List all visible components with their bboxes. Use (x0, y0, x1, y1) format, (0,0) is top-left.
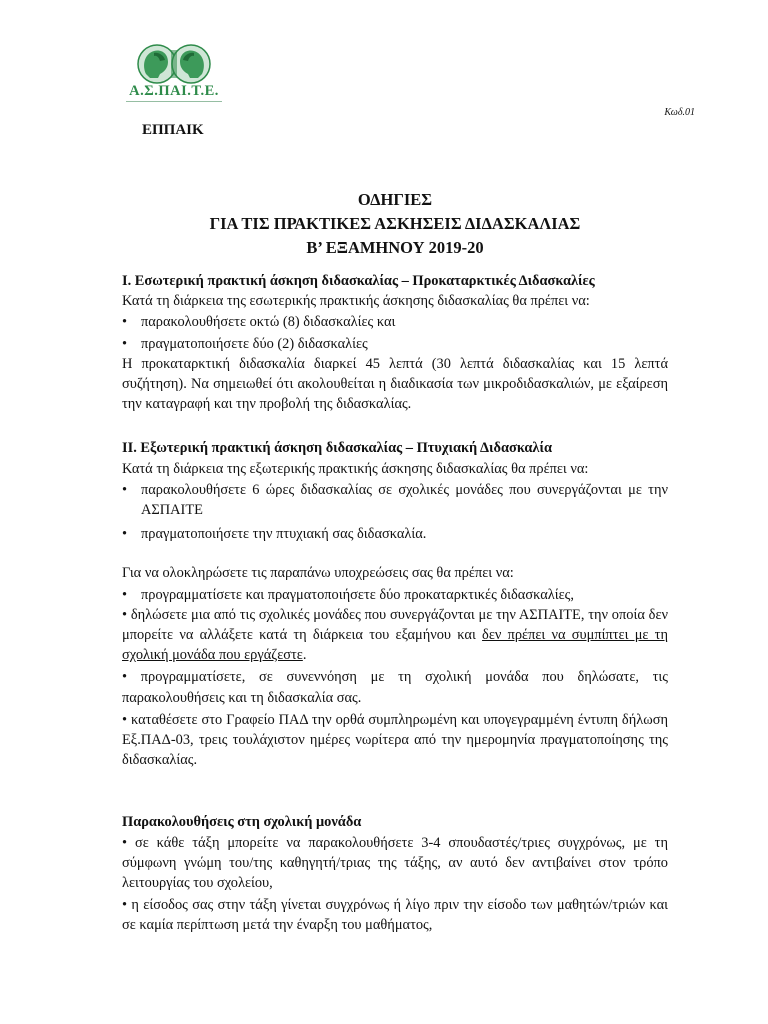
section-2-heading: ΙΙ. Εξωτερική πρακτική άσκηση διδασκαλίας – Πτυχιακή Διδασκαλία (122, 440, 552, 457)
list-item (122, 524, 668, 544)
section-2-intro: Κατά τη διάρκεια της εξωτερικής πρακτικής άσκησης διδασκαλίας θα πρέπει να: (122, 460, 589, 477)
title-line-1: ΟΔΗΓΙΕΣ (357, 190, 433, 209)
list-item-text: παρακολουθήσετε 6 ώρες διδασκαλίας σε σχολικές μονάδες που συνεργάζονται με την ΑΣΠΑΙΤΕ (141, 481, 668, 519)
list-item-text: προγραμματίσετε και πραγματοποιήσετε δύο προκαταρκτικές διδασκαλίες, (141, 586, 574, 603)
spacer (122, 414, 668, 438)
bullet-icon: • (122, 897, 128, 914)
aspaite-logo (124, 44, 224, 108)
obligations-intro: Για να ολοκληρώσετε τις παραπάνω υποχρεώσεις σας θα πρέπει να: (122, 565, 514, 582)
section-1-intro: Κατά τη διάρκεια της εσωτερικής πρακτικής άσκησης διδασκαλίας θα πρέπει να: (122, 293, 590, 310)
list-item-text: δηλώσετε μια από τις σχολικές μονάδες που συνεργάζονται με την ΑΣΠΑΙΤΕ, την οποία δεν μπορείτε να αλλάξετε κατά τη διάρκεια του εξαμήνου και (122, 606, 668, 644)
section-1-paragraph: Η προκαταρκτική διδασκαλία διαρκεί 45 λεπτά (30 λεπτά διδασκαλίας και 15 λεπτά συζήτηση). Να σημειωθεί ότι ακολουθείται η διαδικασία των μικροδιδασκαλιών, με εξαίρεση την καταγραφή και την προβολή της διδασκαλίας. (122, 355, 668, 413)
list-item-text: σε κάθε τάξη μπορείτε να παρακολουθήσετε 3-4 σπουδαστές/τριες συγχρόνως, με τη σύμφωνη γνώμη του/της καθηγητή/τριας της τάξης, αν αυτό δεν αντιβαίνει στον τρόπο λειτουργίας του σχολείου, (122, 834, 668, 892)
list-item (122, 710, 668, 771)
bullet-icon: • (122, 606, 128, 623)
list-item (122, 833, 668, 894)
bullet-icon: • (122, 314, 128, 331)
list-item (122, 667, 668, 707)
document-body (122, 271, 668, 936)
document-code: Κωδ.01 (664, 107, 695, 118)
list-item-text: πραγματοποιήσετε την πτυχιακή σας διδασκαλία. (141, 526, 427, 543)
logo-heads-icon (124, 44, 224, 84)
department-label: ΕΠΠΑΙΚ (142, 122, 204, 138)
list-item: • δηλώσετε μια από τις σχολικές μονάδες που συνεργάζονται με την ΑΣΠΑΙΤΕ, την οποία δεν μπορείτε να αλλάξετε κατά τη διάρκεια του εξαμήνου και δεν πρέπει να συμπίπτει με τη σχολική μονάδα που εργάζεστε. (122, 606, 668, 664)
list-item (122, 895, 668, 935)
section-1-heading: Ι. Εσωτερική πρακτική άσκηση διδασκαλίας – Προκαταρκτικές Διδασκαλίες (122, 273, 595, 289)
section-4-heading: Παρακολουθήσεις στη σχολική μονάδα (122, 814, 362, 831)
list-item (122, 312, 668, 332)
logo-underline (126, 101, 222, 105)
title-line-3: Β’ ΕΞΑΜΗΝΟΥ 2019-20 (306, 238, 484, 257)
spacer (122, 544, 668, 563)
list-item-text: παρακολουθήσετε οκτώ (8) διδασκαλίες και (141, 314, 396, 331)
underlined-warning: δεν πρέπει να συμπίπτει με τη σχολική μονάδα που εργάζεστε (122, 627, 668, 664)
bullet-icon: • (122, 834, 128, 851)
bullet-icon: • (122, 481, 128, 498)
spacer (122, 770, 668, 812)
title-line-2: ΓΙΑ ΤΙΣ ΠΡΑΚΤΙΚΕΣ ΑΣΚΗΣΕΙΣ ΔΙΔΑΣΚΑΛΙΑΣ (209, 214, 581, 233)
logo-text: Α.Σ.ΠΑΙ.Τ.Ε. (129, 83, 219, 99)
list-item-text: η είσοδος σας στην τάξη γίνεται συγχρόνως ή λίγο πριν την είσοδο των μαθητών/τριών και σε καμία περίπτωση μετά την έναρξη του μαθήματος, (122, 897, 668, 934)
bullet-icon: • (122, 335, 128, 352)
list-item-text: προγραμματίσετε, σε συνεννόηση με τη σχολική μονάδα που δηλώσατε, τις παρακολουθήσεις και τη διδασκαλία σας. (122, 669, 668, 706)
list-item-text: καταθέσετε στο Γραφείο ΠΑΔ την ορθά συμπληρωμένη και υπογεγραμμένη έντυπη δήλωση Εξ.ΠΑΔ-03, τρεις τουλάχιστον ημέρες νωρίτερα από την ημερομηνία πραγματοποίησης της διδασκαλίας. (122, 711, 668, 769)
list-item (122, 334, 668, 354)
bullet-icon: • (122, 526, 128, 543)
bullet-icon: • (122, 711, 128, 728)
list-item (122, 480, 668, 520)
list-item (122, 585, 668, 605)
document-title (122, 188, 668, 260)
bullet-icon: • (122, 669, 128, 686)
list-item-text: πραγματοποιήσετε δύο (2) διδασκαλίες (141, 335, 368, 352)
bullet-icon: • (122, 586, 128, 603)
